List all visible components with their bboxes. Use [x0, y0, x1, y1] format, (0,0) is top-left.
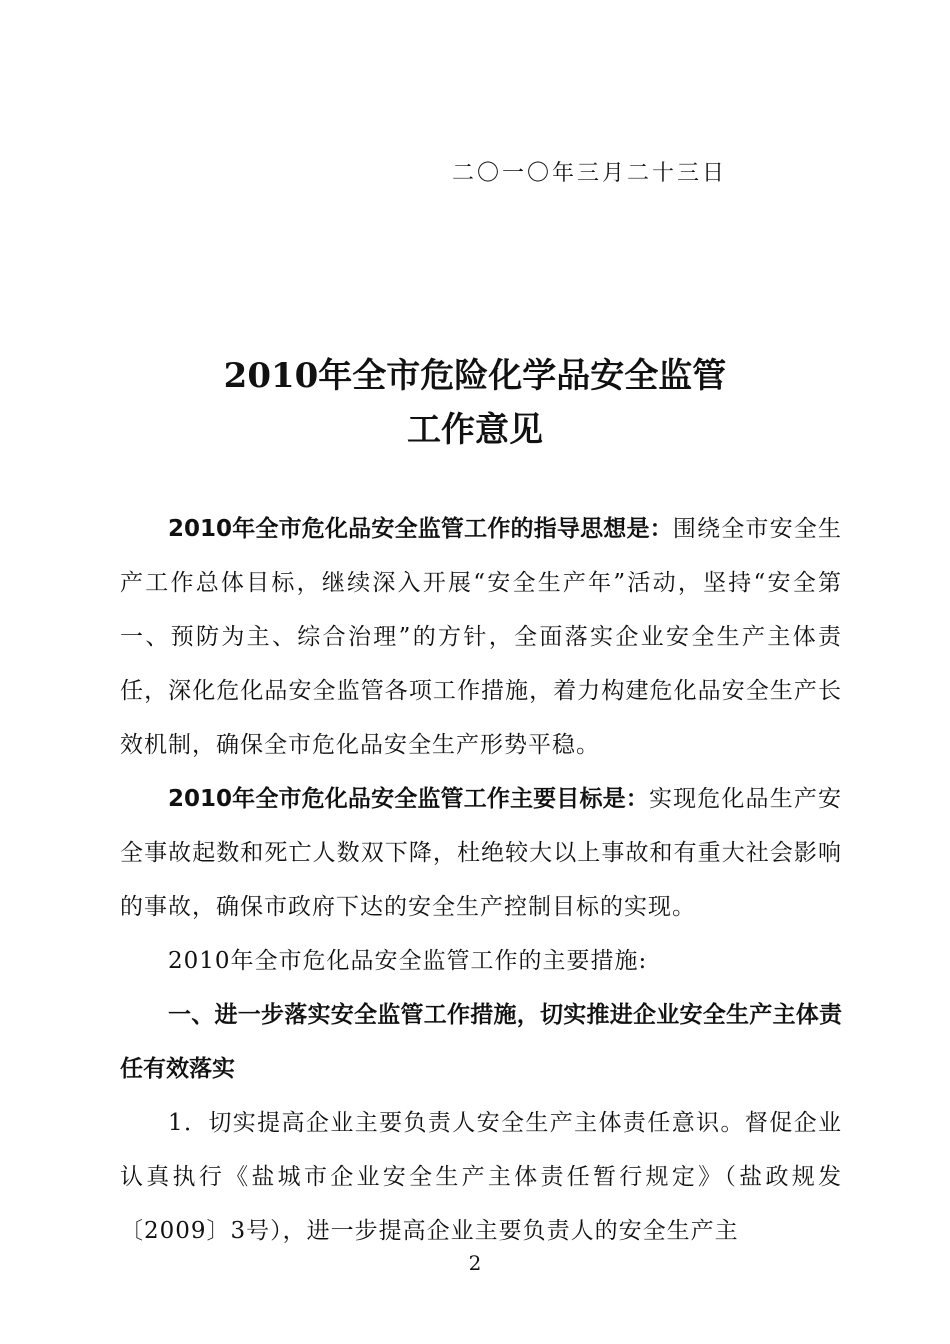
paragraph-main-measures	[120, 934, 842, 988]
document-title-line2: 工作意见	[407, 410, 543, 450]
document-title-line1: 2010年全市危险化学品安全监管	[223, 356, 727, 396]
paragraph-text: 实现危化品生产安全事故起数和死亡人数双下降，杜绝较大以上事故和有重大社会影响的事故，确保市政府下达的安全生产控制目标的实现。	[120, 786, 843, 920]
paragraph-lead: 2010年全市危化品安全监管工作主要目标是：	[168, 786, 649, 812]
paragraph-main-goals	[120, 772, 842, 934]
document-body	[120, 502, 842, 1258]
section-heading-text: 一、进一步落实安全监管工作措施，切实推进企业安全生产主体责任有效落实	[120, 1002, 842, 1082]
paragraph-item-1	[120, 1096, 842, 1258]
paragraph-lead: 2010年全市危化品安全监管工作的指导思想是：	[168, 516, 673, 542]
paragraph-guiding-ideology	[120, 502, 842, 772]
paragraph-text: 1．切实提高企业主要负责人安全生产主体责任意识。督促企业认真执行《盐城市企业安全生产主体责任暂行规定》（盐政规发〔2009〕3号），进一步提高企业主要负责人的安全生产主	[120, 1110, 842, 1244]
page-number: 2	[468, 1251, 482, 1275]
paragraph-text: 围绕全市安全生产工作总体目标，继续深入开展“安全生产年”活动，坚持“安全第一、预防为主、综合治理”的方针，全面落实企业安全生产主体责任，深化危化品安全监管各项工作措施，着力构建危化品安全生产长效机制，确保全市危化品安全生产形势平稳。	[120, 516, 843, 758]
section-heading-1	[120, 988, 842, 1096]
document-date: 二〇一〇年三月二十三日	[452, 161, 728, 186]
paragraph-text: 2010年全市危化品安全监管工作的主要措施:	[168, 948, 648, 974]
